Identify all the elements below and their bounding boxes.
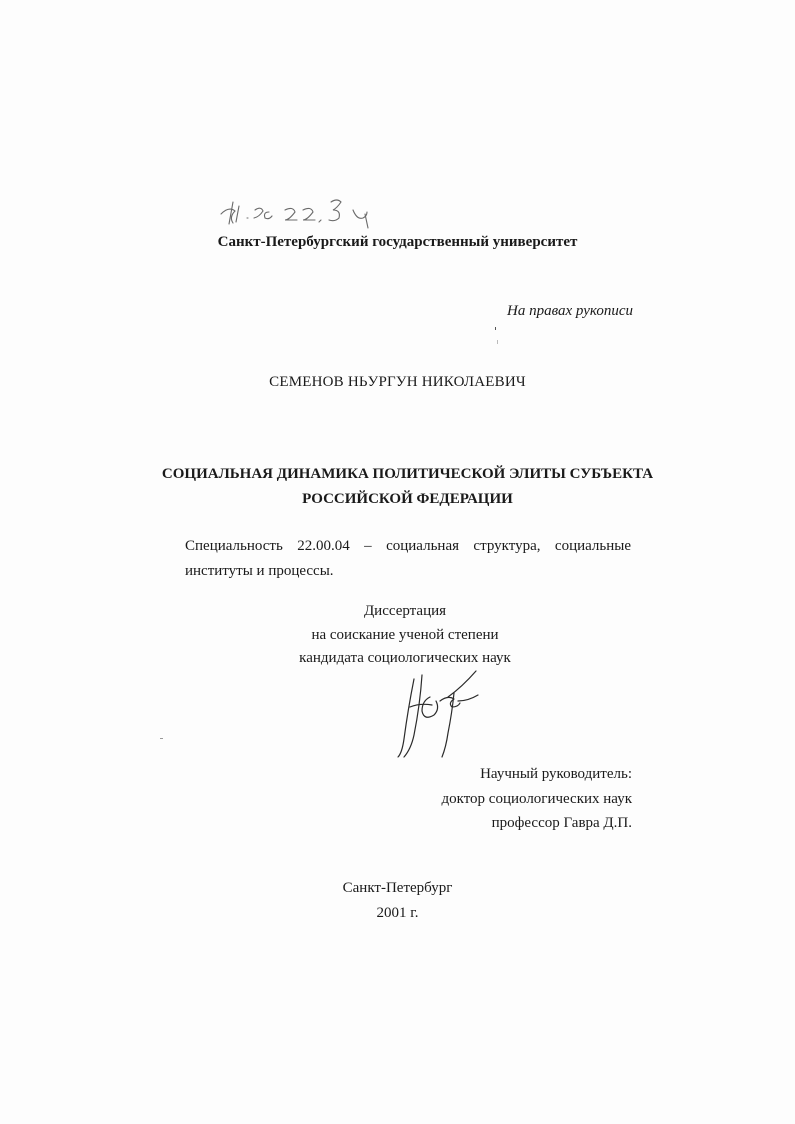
title-line-2: РОССИЙСКОЙ ФЕДЕРАЦИИ xyxy=(302,491,513,507)
dissertation-line-3: кандидата социологических наук xyxy=(299,650,511,666)
dissertation-title xyxy=(120,462,695,512)
title-line-1: СОЦИАЛЬНАЯ ДИНАМИКА ПОЛИТИЧЕСКОЙ ЭЛИТЫ СУБЪЕКТА xyxy=(161,466,654,482)
supervisor-block xyxy=(441,762,632,836)
scan-speck xyxy=(495,327,496,330)
handwritten-code-annotation xyxy=(215,188,455,230)
specialty-statement: Специальность 22.00.04 – социальная структура, социальные институты и процессы. xyxy=(185,538,631,579)
manuscript-rights-note: На правах рукописи xyxy=(507,303,633,319)
dissertation-line-2: на соискание ученой степени xyxy=(311,626,499,643)
year: 2001 г. xyxy=(376,905,419,921)
place-and-year xyxy=(0,876,795,926)
dissertation-degree-block xyxy=(0,600,795,671)
supervisor-degree: доктор социологических наук xyxy=(441,790,632,807)
supervisor-name: профессор Гавра Д.П. xyxy=(491,815,632,831)
handwritten-signature xyxy=(388,667,493,762)
author-name: СЕМЕНОВ НЬУРГУН НИКОЛАЕВИЧ xyxy=(269,374,526,390)
city-name: Санкт-Петербург xyxy=(342,880,453,896)
university-name: Санкт-Петербургский государственный университет xyxy=(217,234,578,250)
supervisor-label: Научный руководитель: xyxy=(480,766,632,782)
dissertation-line-1: Диссертация xyxy=(363,603,447,619)
scan-speck xyxy=(497,340,498,344)
scan-speck xyxy=(160,738,163,739)
